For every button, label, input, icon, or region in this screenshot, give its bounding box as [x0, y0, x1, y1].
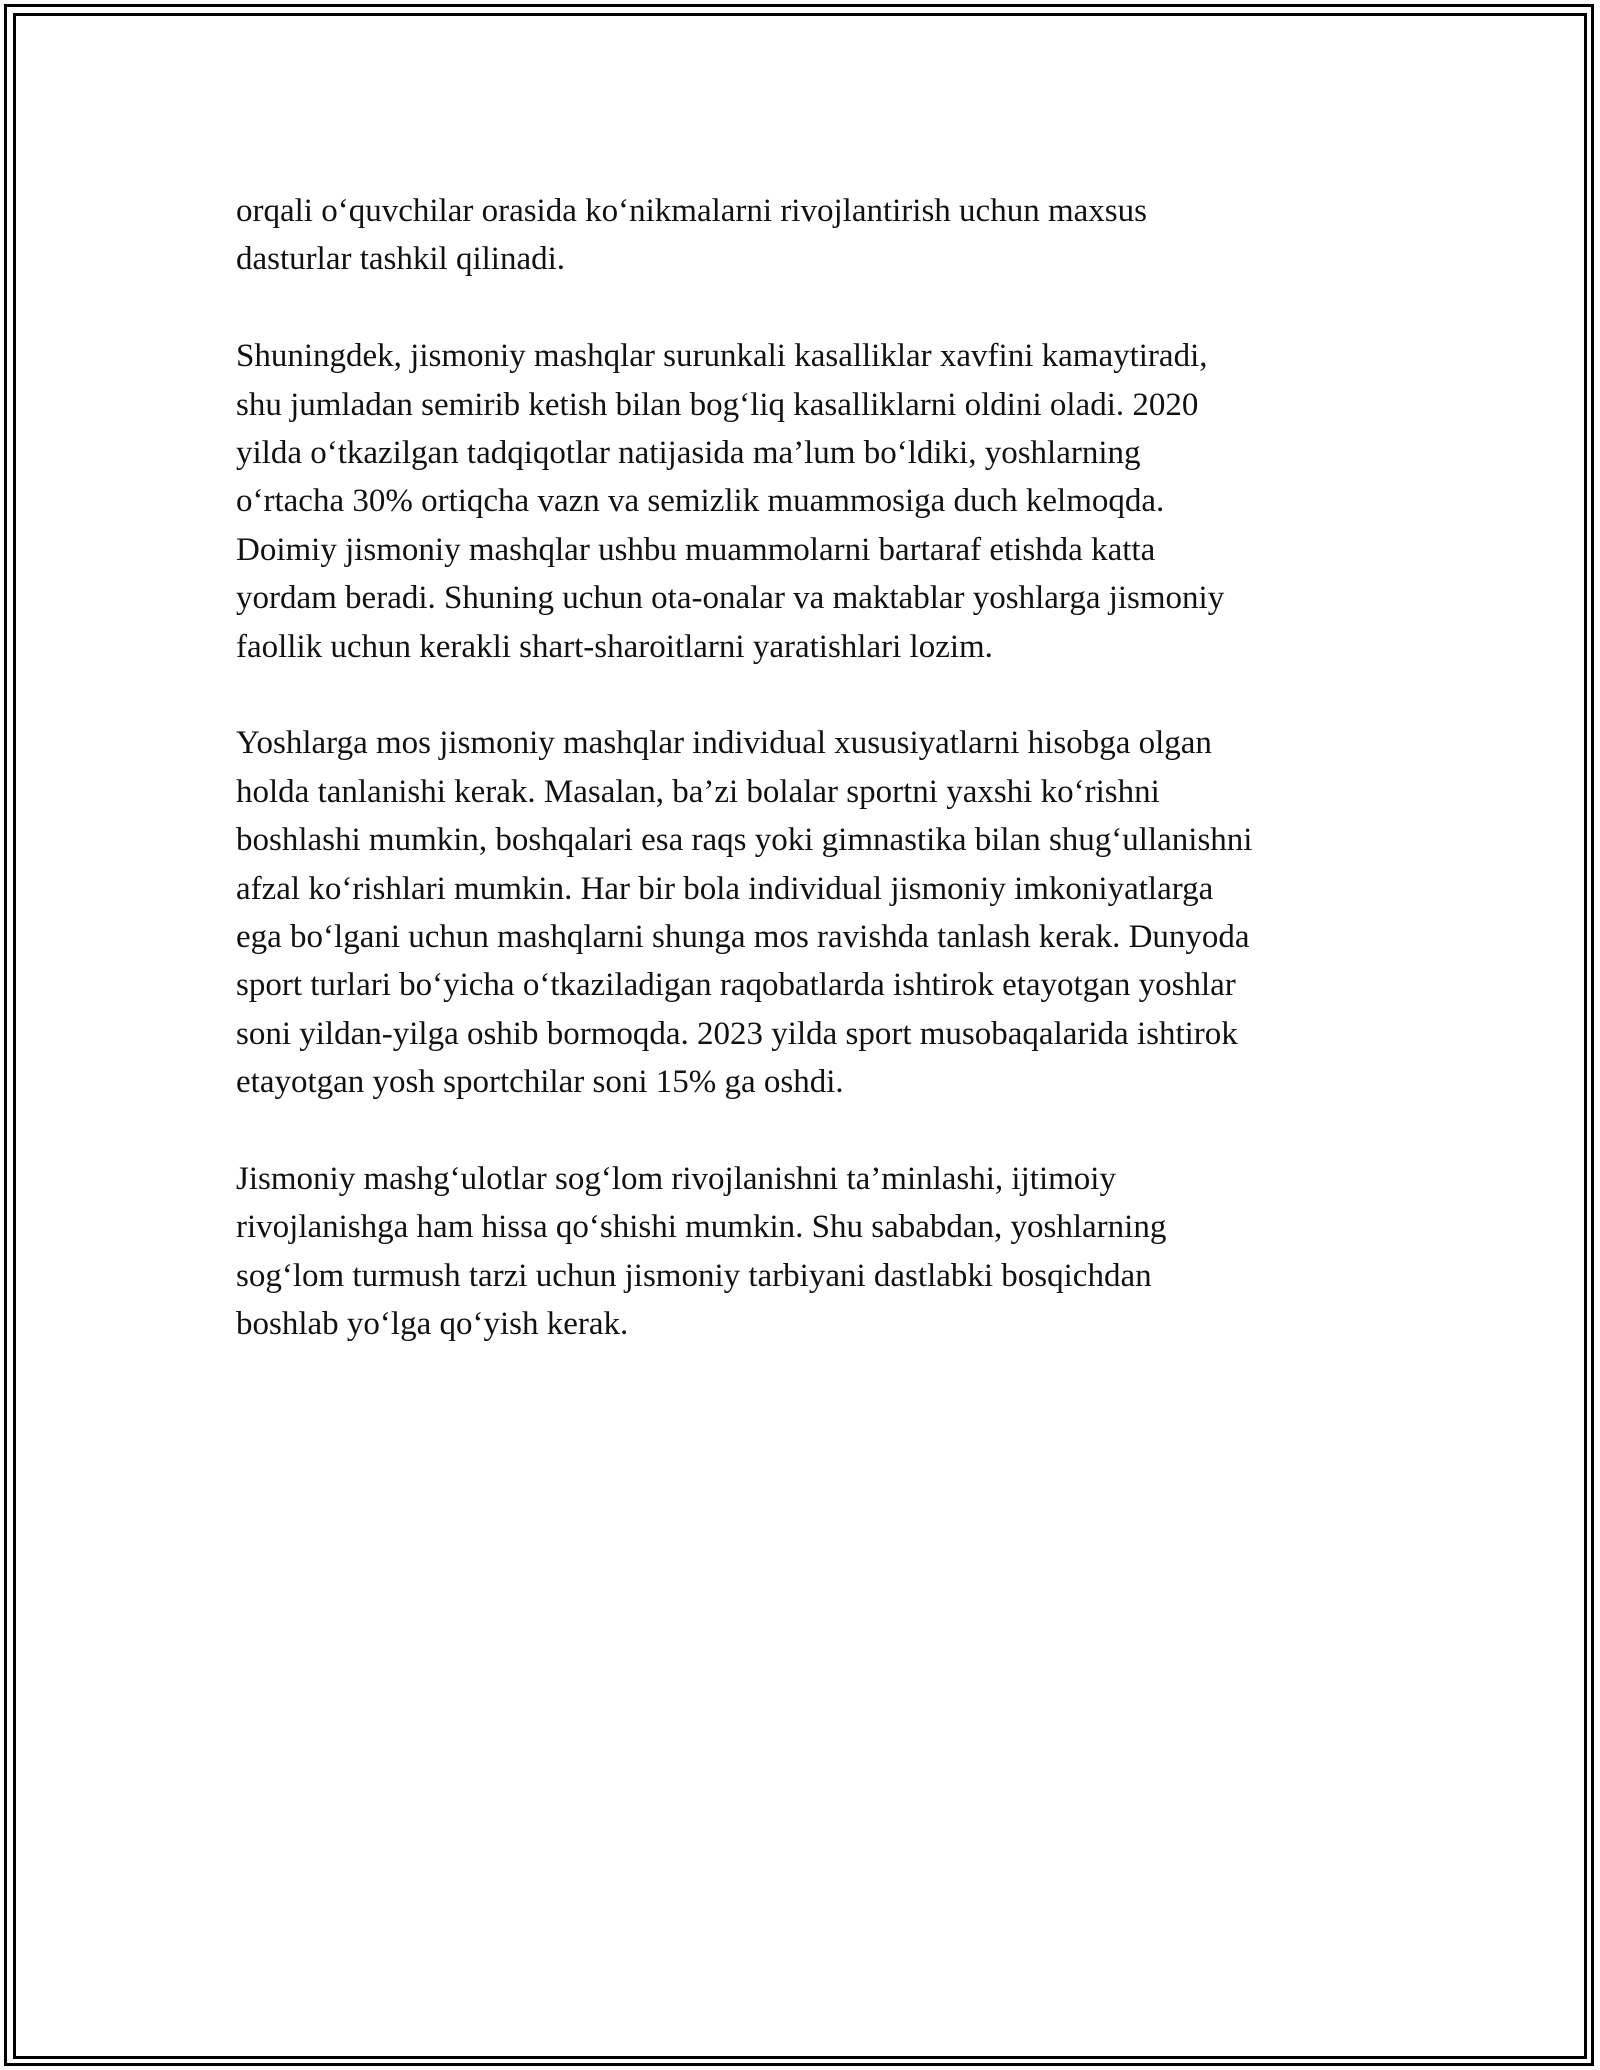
document-body	[236, 187, 1396, 1397]
paragraph-1: orqali o‘quvchilar orasida ko‘nikmalarni rivojlantirish uchun maxsus dasturlar tashkil qilinadi.	[236, 193, 1147, 278]
paragraph-2: Shuningdek, jismoniy mashqlar surunkali kasalliklar xavfini kamaytiradi, shu jumladan semirib ketish bilan bog‘liq kasalliklarni oldini oladi. 2020 yilda o‘tkazilgan tadqiqotlar natijasida ma’lum bo‘ldiki, yoshlarning o‘rtacha 30% ortiqcha vazn va semizlik muammosiga duch kelmoqda. Doimiy jismoniy mashqlar ushbu muammolarni bartaraf etishda katta yordam beradi. Shuning uchun ota-onalar va maktablar yoshlarga jismoniy faollik uchun kerakli shart-sharoitlarni yaratishlari lozim.	[236, 338, 1225, 665]
paragraph-4: Jismoniy mashg‘ulotlar sog‘lom rivojlanishni ta’minlashi, ijtimoiy rivojlanishga ham hissa qo‘shishi mumkin. Shu sababdan, yoshlarning sog‘lom turmush tarzi uchun jismoniy tarbiyani dastlabki bosqichdan boshlab yo‘lga qo‘yish kerak.	[236, 1161, 1167, 1343]
paragraph-3: Yoshlarga mos jismoniy mashqlar individual xususiyatlarni hisobga olgan holda tanlanishi kerak. Masalan, ba’zi bolalar sportni yaxshi ko‘rishni boshlashi mumkin, boshqalari esa raqs yoki gimnastika bilan shug‘ullanishni afzal ko‘rishlari mumkin. Har bir bola individual jismoniy imkoniyatlarga ega bo‘lgani uchun mashqlarni shunga mos ravishda tanlash kerak. Dunyoda sport turlari bo‘yicha o‘tkaziladigan raqobatlarda ishtirok etayotgan yoshlar soni yildan-yilga oshib bormoqda. 2023 yilda sport musobaqalarida ishtirok etayotgan yosh sportchilar soni 15% ga oshdi.	[236, 725, 1253, 1101]
